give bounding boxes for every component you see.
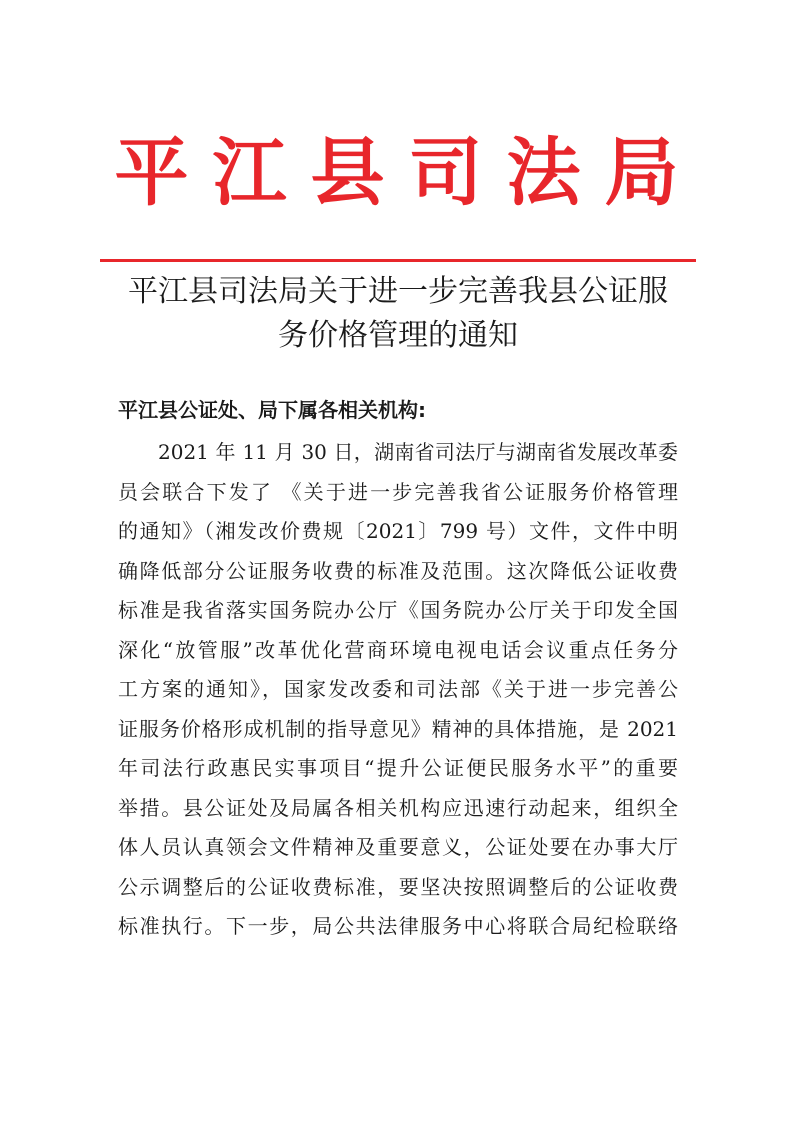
body-line: 举措。县公证处及局属各相关机构应迅速行动起来，组织全 <box>118 795 678 820</box>
body-line: 工方案的通知》，国家发改委和司法部《关于进一步完善公 <box>118 677 678 701</box>
document-title-line-2: 务价格管理的通知 <box>278 318 518 353</box>
body-line: 2021 年 11 月 30 日，湖南省司法厅与湖南省发展改革委 <box>158 440 678 464</box>
addressee: 平江县公证处、局下属各相关机构: <box>118 398 426 422</box>
body-line: 确降低部分公证服务收费的标准及范围。这次降低公证收费 <box>118 558 678 583</box>
body-line: 的通知》（湘发改价费规〔2021〕799 号）文件，文件中明 <box>118 519 678 543</box>
red-divider-line <box>100 259 696 262</box>
body-line: 体人员认真领会文件精神及重要意义，公证处要在办事大厅 <box>118 835 678 859</box>
document-title-line-1: 平江县司法局关于进一步完善我县公证服 <box>128 274 668 309</box>
body-line: 年司法行政惠民实事项目“提升公证便民服务水平”的重要 <box>118 756 678 780</box>
body-line: 员会联合下发了 《关于进一步完善我省公证服务价格管理 <box>118 479 678 504</box>
body-line: 标准是我省落实国务院办公厅《国务院办公厅关于印发全国 <box>118 598 678 622</box>
body-text <box>118 433 678 947</box>
document-title <box>100 270 696 358</box>
agency-header: 平江县司法局 <box>114 130 703 216</box>
body-line: 证服务价格形成机制的指导意见》精神的具体措施，是 2021 <box>118 716 678 741</box>
body-line: 公示调整后的公证收费标准，要坚决按照调整后的公证收费 <box>118 874 678 899</box>
body-line: 标准执行。下一步，局公共法律服务中心将联合局纪检联络 <box>118 914 678 938</box>
body-line: 深化“放管服”改革优化营商环境电视电话会议重点任务分 <box>118 637 678 662</box>
